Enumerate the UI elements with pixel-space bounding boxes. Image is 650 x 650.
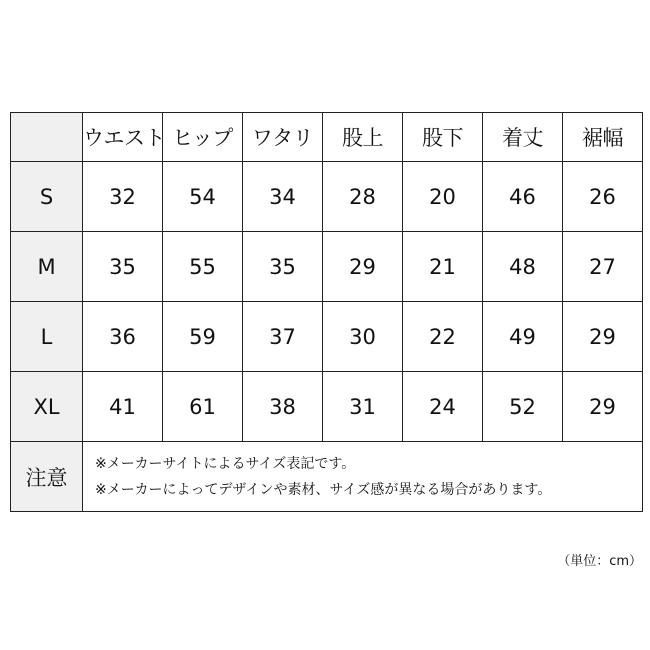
table-row xyxy=(11,372,643,442)
table-row xyxy=(11,302,643,372)
size-label: S xyxy=(11,162,83,232)
size-label: M xyxy=(11,232,83,302)
value-cell: 54 xyxy=(163,162,243,232)
header-thigh: ワタリ xyxy=(243,113,323,162)
header-hem-width: 裾幅 xyxy=(563,113,643,162)
table-row xyxy=(11,232,643,302)
unit-note: （単位：cm） xyxy=(557,554,642,569)
value-cell: 32 xyxy=(83,162,163,232)
value-cell: 20 xyxy=(403,162,483,232)
value-cell: 36 xyxy=(83,302,163,372)
value-cell: 55 xyxy=(163,232,243,302)
value-cell: 29 xyxy=(323,232,403,302)
value-cell: 61 xyxy=(163,372,243,442)
value-cell: 41 xyxy=(83,372,163,442)
header-row xyxy=(11,113,643,162)
corner-cell xyxy=(11,113,83,162)
value-cell: 29 xyxy=(563,372,643,442)
header-inseam: 股下 xyxy=(403,113,483,162)
value-cell: 37 xyxy=(243,302,323,372)
size-chart-table xyxy=(10,112,643,512)
value-cell: 49 xyxy=(483,302,563,372)
table-row xyxy=(11,162,643,232)
value-cell: 21 xyxy=(403,232,483,302)
notes-row xyxy=(11,442,643,512)
note-line: ※メーカーによってデザインや素材、サイズ感が異なる場合があります。 xyxy=(95,481,552,498)
header-length: 着丈 xyxy=(483,113,563,162)
note-line: ※メーカーサイトによるサイズ表記です。 xyxy=(95,455,356,472)
value-cell: 31 xyxy=(323,372,403,442)
value-cell: 35 xyxy=(243,232,323,302)
value-cell: 24 xyxy=(403,372,483,442)
header-rise: 股上 xyxy=(323,113,403,162)
size-label: XL xyxy=(11,372,83,442)
value-cell: 38 xyxy=(243,372,323,442)
value-cell: 59 xyxy=(163,302,243,372)
header-hip: ヒップ xyxy=(163,113,243,162)
value-cell: 27 xyxy=(563,232,643,302)
value-cell: 26 xyxy=(563,162,643,232)
value-cell: 29 xyxy=(563,302,643,372)
value-cell: 35 xyxy=(83,232,163,302)
value-cell: 34 xyxy=(243,162,323,232)
notes-content xyxy=(83,442,643,512)
value-cell: 30 xyxy=(323,302,403,372)
notes-label: 注意 xyxy=(11,442,83,512)
value-cell: 22 xyxy=(403,302,483,372)
header-waist: ウエスト xyxy=(83,113,163,162)
value-cell: 48 xyxy=(483,232,563,302)
value-cell: 28 xyxy=(323,162,403,232)
value-cell: 46 xyxy=(483,162,563,232)
size-label: L xyxy=(11,302,83,372)
value-cell: 52 xyxy=(483,372,563,442)
